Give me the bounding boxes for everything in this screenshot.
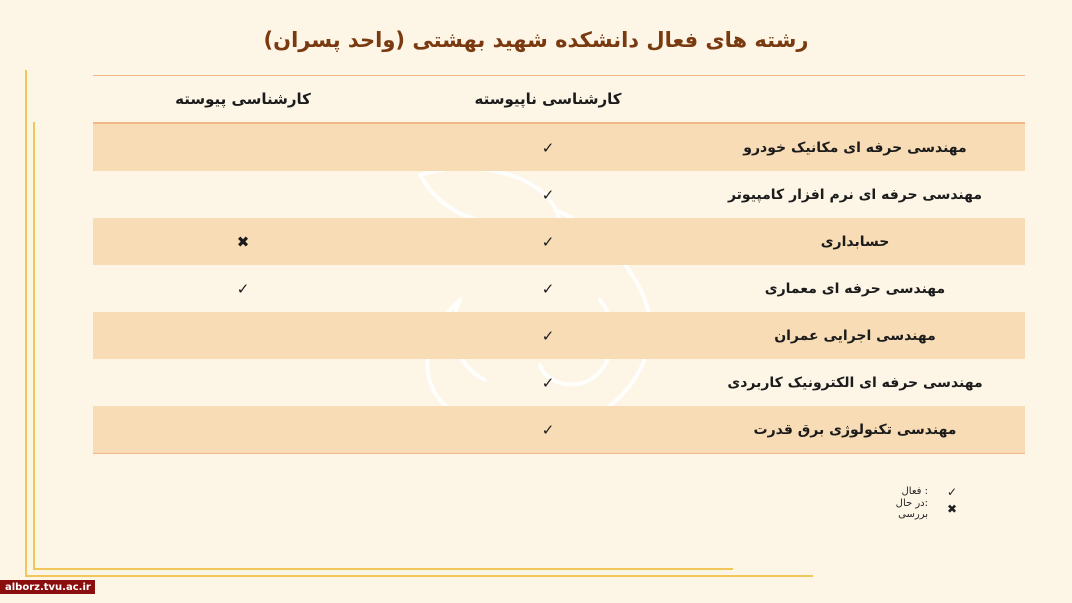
status-mark: ✓ [541,185,555,204]
status-mark [93,171,393,218]
status-mark: ✓ [541,326,555,345]
table-row [93,218,1025,265]
table-row [93,124,1025,171]
legend-label: :در حال بررسی [895,497,928,520]
status-mark: ✓ [236,279,250,298]
status-mark: ✓ [541,279,555,298]
site-url-badge: alborz.tvu.ac.ir [0,580,95,594]
table-row [93,406,1025,454]
decorative-frame-line [25,70,27,575]
decorative-frame-line [33,568,733,570]
header-continuous-bachelor: کارشناسی پیوسته [175,90,311,108]
status-mark [93,312,393,359]
page-title: رشته های فعال دانشکده شهید بهشتی (واحد پسران) [263,28,809,52]
check-icon: ✓ [946,484,958,499]
decorative-frame-line [33,122,35,570]
program-name: مهندسی حرفه ای نرم افزار کامپیوتر [727,186,983,203]
header-associate-bachelor: کارشناسی ناپیوسته [474,90,622,108]
program-name: مهندسی حرفه ای مکانیک خودرو [743,139,967,156]
status-mark: ✓ [541,420,555,439]
program-name: مهندسی حرفه ای معماری [764,280,946,297]
legend-label: : فعال [901,486,928,497]
status-mark: ✓ [541,232,555,251]
cross-icon: ✖ [946,501,958,516]
table-row [93,171,1025,218]
program-name: مهندسی اجرایی عمران [774,327,936,344]
status-mark: ✖ [236,232,250,251]
status-mark: ✓ [541,373,555,392]
table-row [93,359,1025,406]
status-mark [93,124,393,171]
program-name: حسابداری [820,233,890,250]
table-row [93,312,1025,359]
table-row [93,265,1025,312]
status-mark: ✓ [541,138,555,157]
programs-table [93,76,1025,454]
program-name: مهندسی حرفه ای الکترونیک کاربردی [727,374,983,391]
legend [866,483,958,520]
status-mark [93,359,393,406]
decorative-frame-line [25,575,813,577]
header-program [685,76,1025,122]
status-mark [93,406,393,453]
table-header-row [93,76,1025,124]
legend-item [866,497,958,520]
program-name: مهندسی تکنولوژی برق قدرت [753,421,957,438]
